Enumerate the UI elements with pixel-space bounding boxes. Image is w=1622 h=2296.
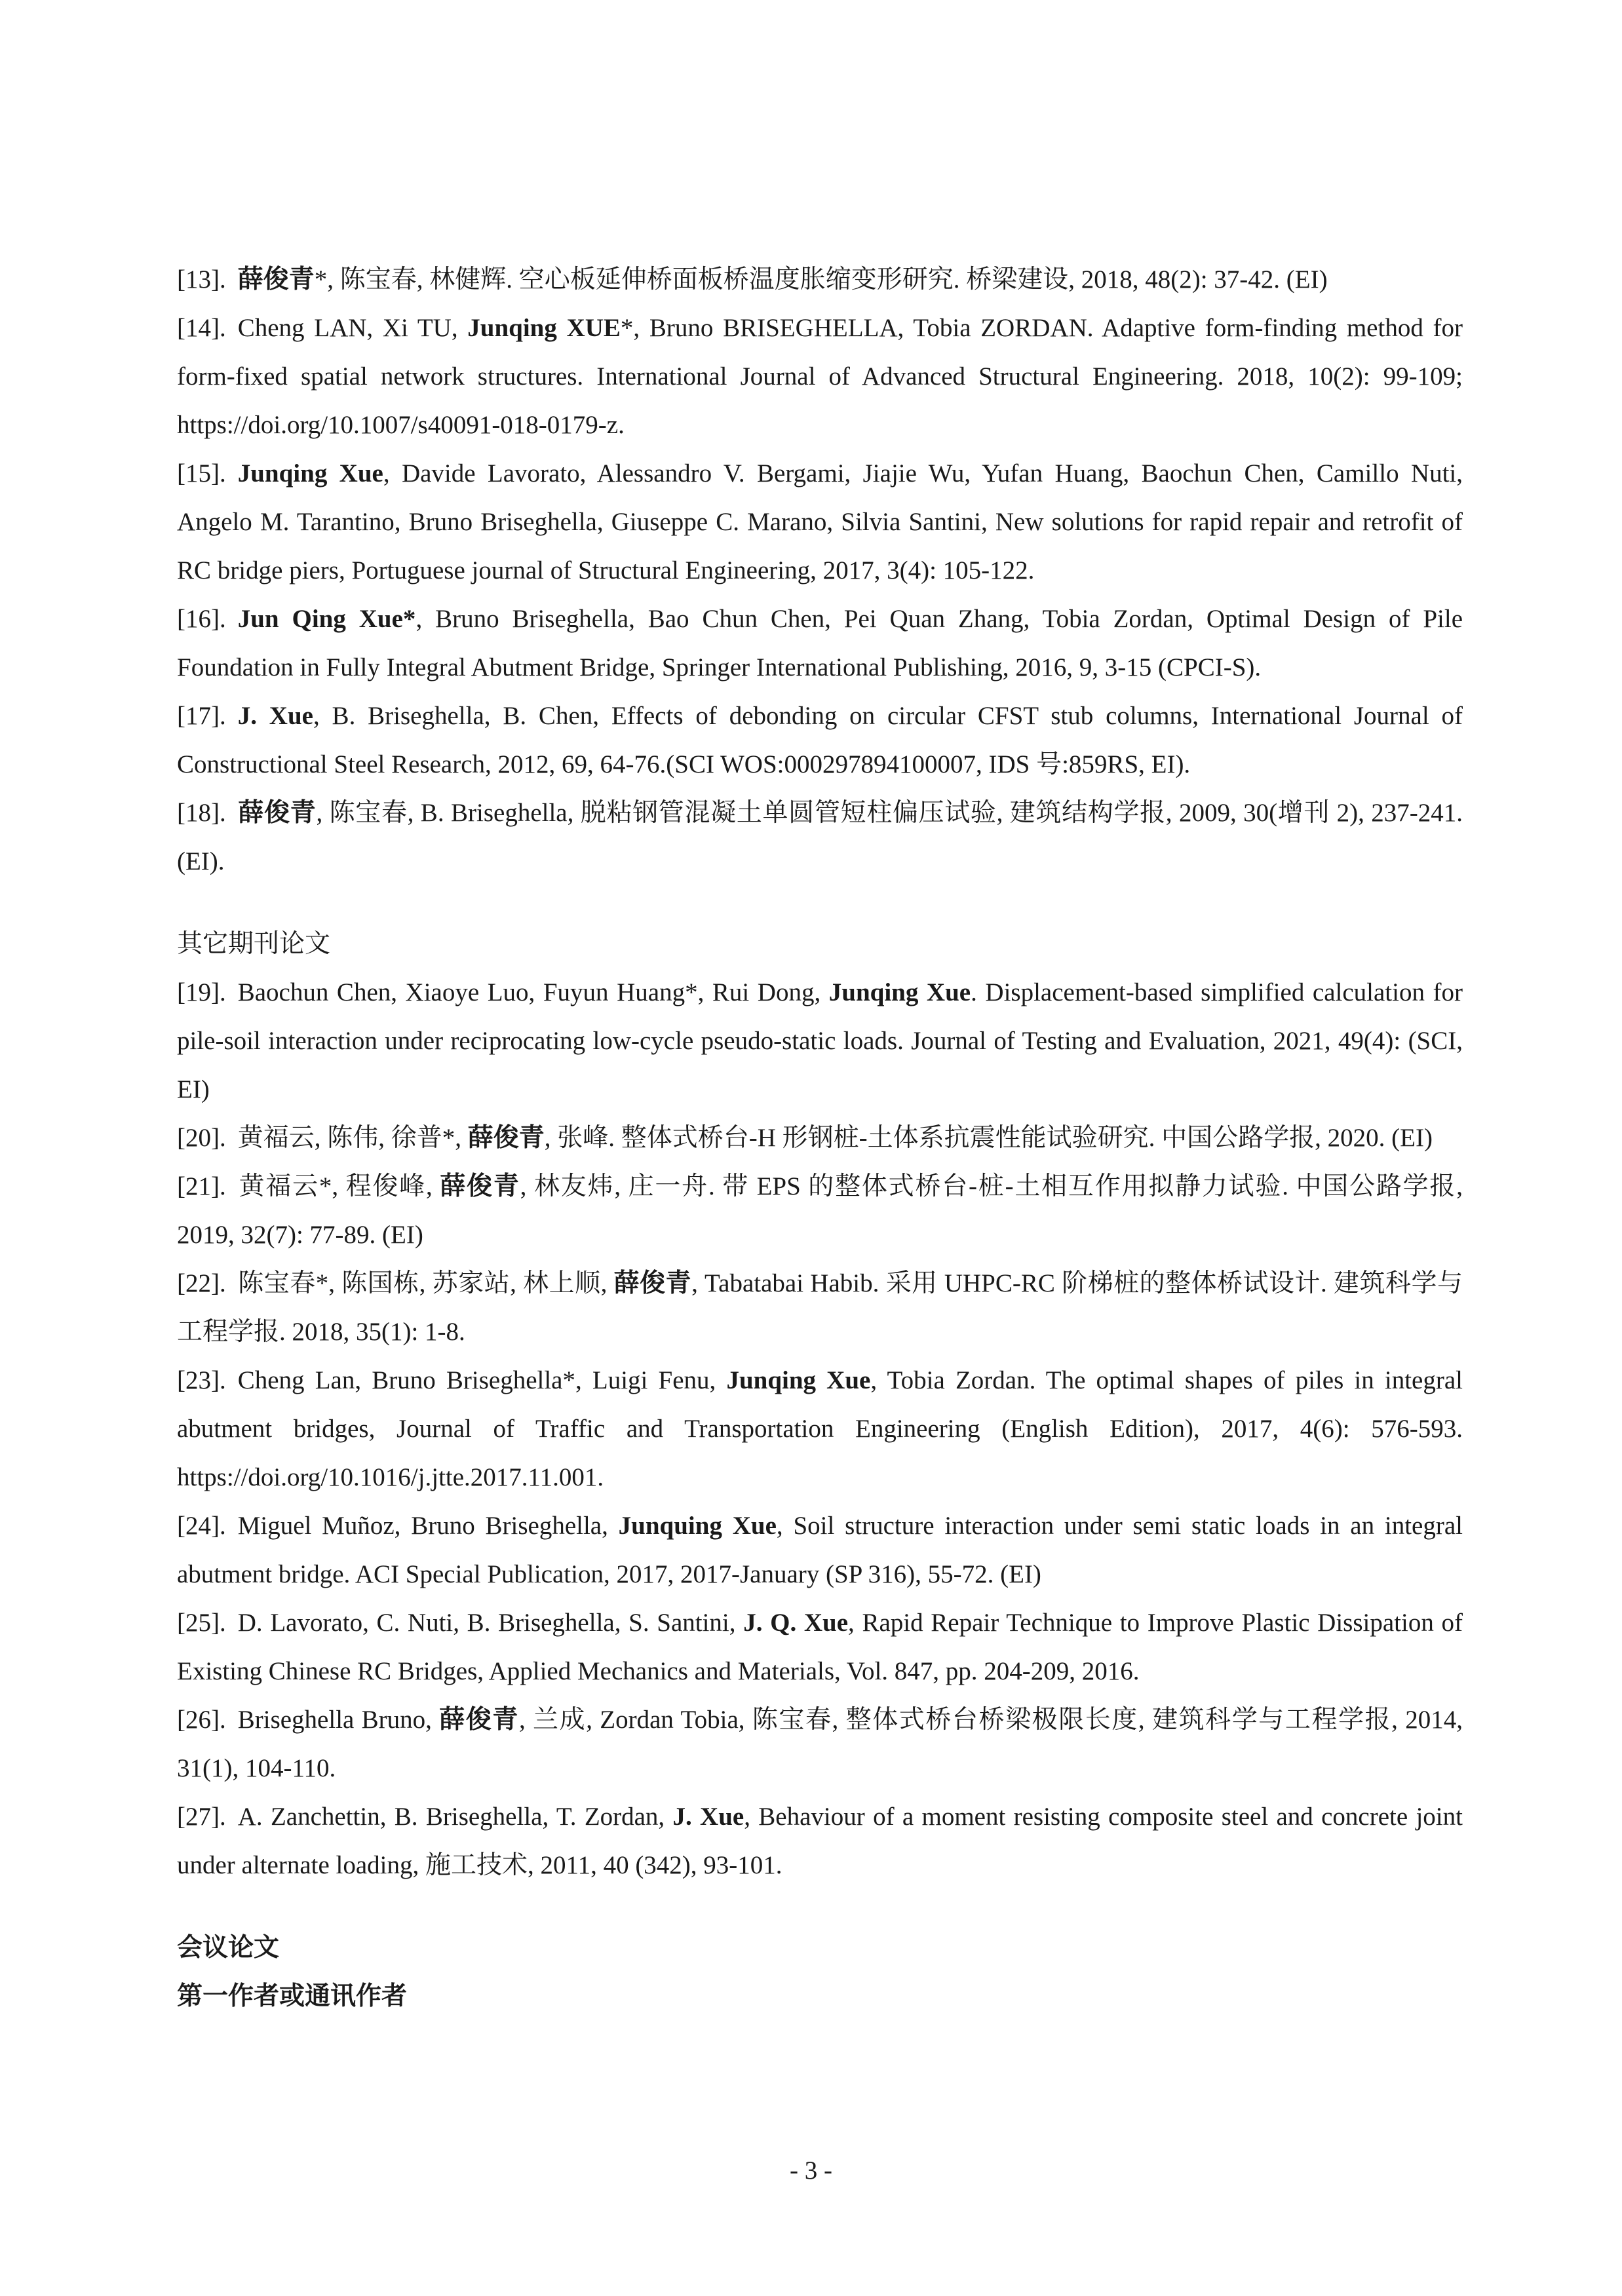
reference-text: , Tabatabai Habib. 采用 UHPC-RC 阶梯桩的整体桥试设计. 建筑科学与工程学报. 2018, 35(1): 1-8. [177, 1269, 1463, 1346]
reference-item [177, 1162, 1463, 1259]
reference-text: 黄福云*, 程俊峰, [237, 1172, 440, 1200]
author-highlight: 薛俊青 [613, 1269, 692, 1297]
reference-number: [19]. [177, 978, 226, 1006]
page-number: - 3 - [790, 2156, 832, 2185]
reference-item [177, 450, 1463, 595]
reference-text: , 陈宝春, B. Briseghella, 脱粘钢管混凝土单圆管短柱偏压试验, 建筑结构学报, 2009, 30(增刊 2), 237-241. (EI). [177, 799, 1463, 875]
author-highlight: 薛俊青 [439, 1706, 519, 1734]
author-highlight: 薛俊青 [440, 1172, 520, 1200]
author-highlight: Junquing Xue [618, 1512, 777, 1540]
reference-list-journal [177, 256, 1463, 886]
author-highlight: 薛俊青 [237, 799, 317, 827]
reference-text: D. Lavorato, C. Nuti, B. Briseghella, S. Santini, [237, 1609, 744, 1637]
reference-number: [14]. [177, 314, 226, 342]
reference-item [177, 1114, 1463, 1162]
reference-item [177, 1696, 1463, 1793]
author-highlight: Junqing Xue [237, 459, 383, 488]
author-highlight: 薛俊青 [467, 1124, 545, 1152]
reference-number: [21]. [177, 1172, 226, 1200]
reference-number: [13]. [177, 265, 226, 294]
reference-number: [20]. [177, 1124, 226, 1152]
section-heading-other-journal-papers: 其它期刊论文 [177, 930, 331, 958]
reference-text: Cheng Lan, Bruno Briseghella*, Luigi Fenu, [237, 1366, 727, 1394]
reference-number: [22]. [177, 1269, 226, 1297]
section-subheading-first-author: 第一作者或通讯作者 [177, 1982, 408, 2010]
reference-text: , Tobia Zordan. The optimal shapes of piles in integral abutment bridges, Journal of Traffic and Transportation Engineering (English Edition), 2017, 4(6): 576-593. https://doi.org/10.1016/j.jtte.2017.11.001. [177, 1366, 1463, 1491]
reference-item [177, 692, 1463, 789]
reference-text: Cheng LAN, Xi TU, [237, 314, 468, 342]
reference-text: , Rapid Repair Technique to Improve Plastic Dissipation of Existing Chinese RC Bridges, Applied Mechanics and Materials, Vol. 847, pp. 204-209, 2016. [177, 1609, 1463, 1685]
reference-item [177, 304, 1463, 450]
reference-number: [18]. [177, 799, 226, 827]
reference-item [177, 1599, 1463, 1696]
reference-number: [17]. [177, 702, 226, 730]
reference-text: *, 陈宝春, 林健辉. 空心板延伸桥面板桥温度胀缩变形研究. 桥梁建设, 2018, 48(2): 37-42. (EI) [314, 265, 1328, 294]
reference-item [177, 1259, 1463, 1356]
author-highlight: J. Xue [237, 702, 313, 730]
reference-text: Baochun Chen, Xiaoye Luo, Fuyun Huang*, Rui Dong, [237, 978, 829, 1006]
reference-item [177, 595, 1463, 692]
author-highlight: Junqing Xue [828, 978, 971, 1006]
reference-number: [25]. [177, 1609, 226, 1637]
reference-text: , Soil structure interaction under semi static loads in an integral abutment bridge. ACI Special Publication, 2017, 2017-January (SP 316), 55-72. (EI) [177, 1512, 1463, 1588]
reference-number: [15]. [177, 459, 226, 488]
author-highlight: 薛俊青 [237, 265, 315, 294]
reference-number: [23]. [177, 1366, 226, 1394]
reference-item [177, 1356, 1463, 1502]
reference-text: , 林友炜, 庄一舟. 带 EPS 的整体式桥台-桩-土相互作用拟静力试验. 中国公路学报, 2019, 32(7): 77-89. (EI) [177, 1172, 1463, 1249]
reference-item [177, 1793, 1463, 1890]
reference-text: Briseghella Bruno, [237, 1706, 440, 1734]
author-highlight: Junqing XUE [467, 314, 621, 342]
author-highlight: J. Xue [672, 1803, 744, 1831]
reference-item [177, 789, 1463, 886]
reference-item [177, 968, 1463, 1114]
author-highlight: Junqing Xue [726, 1366, 871, 1394]
document-page [177, 256, 1463, 2021]
reference-text: , 张峰. 整体式桥台-H 形钢桩-土体系抗震性能试验研究. 中国公路学报, 2020. (EI) [544, 1124, 1433, 1152]
reference-text: , B. Briseghella, B. Chen, Effects of debonding on circular CFST stub columns, International Journal of Constructional Steel Research, 2012, 69, 64-76.(SCI WOS:000297894100007, IDS 号:859RS, EI). [177, 702, 1463, 778]
reference-text: 黄福云, 陈伟, 徐普*, [237, 1124, 468, 1152]
reference-text: , Behaviour of a moment resisting composite steel and concrete joint under alternate loading, 施工技术, 2011, 40 (342), 93-101. [177, 1803, 1463, 1879]
reference-text: 陈宝春*, 陈国栋, 苏家站, 林上顺, [237, 1269, 614, 1297]
reference-text: *, Bruno BRISEGHELLA, Tobia ZORDAN. Adaptive form-finding method for form-fixed spatial network structures. International Journal of Advanced Structural Engineering. 2018, 10(2): 99-109; https://doi.org/10.1007/s40091-018-0179-z. [177, 314, 1463, 439]
reference-text: A. Zanchettin, B. Briseghella, T. Zordan, [237, 1803, 673, 1831]
reference-list-other-journal [177, 968, 1463, 1890]
author-highlight: J. Q. Xue [743, 1609, 849, 1637]
reference-text: . Displacement-based simplified calculation for pile-soil interaction under reciprocating low-cycle pseudo-static loads. Journal of Testing and Evaluation, 2021, 49(4): (SCI, EI) [177, 978, 1463, 1103]
reference-number: [24]. [177, 1512, 226, 1540]
reference-number: [27]. [177, 1803, 226, 1831]
section-heading-conference-papers: 会议论文 [177, 1934, 280, 1962]
reference-item [177, 256, 1463, 304]
reference-number: [16]. [177, 605, 226, 633]
reference-number: [26]. [177, 1706, 226, 1734]
reference-text: , Bruno Briseghella, Bao Chun Chen, Pei Quan Zhang, Tobia Zordan, Optimal Design of Pile Foundation in Fully Integral Abutment Bridge, Springer International Publishing, 2016, 9, 3-15 (CPCI-S). [177, 605, 1463, 681]
reference-item [177, 1502, 1463, 1599]
reference-text: Miguel Muñoz, Bruno Briseghella, [237, 1512, 619, 1540]
author-highlight: Jun Qing Xue* [237, 605, 416, 633]
reference-text: , 兰成, Zordan Tobia, 陈宝春, 整体式桥台桥梁极限长度, 建筑科学与工程学报, 2014, 31(1), 104-110. [177, 1706, 1463, 1782]
reference-text: , Davide Lavorato, Alessandro V. Bergami, Jiajie Wu, Yufan Huang, Baochun Chen, Camillo Nuti, Angelo M. Tarantino, Bruno Briseghella, Giuseppe C. Marano, Silvia Santini, New solutions for rapid repair and retrofit of RC bridge piers, Portuguese journal of Structural Engineering, 2017, 3(4): 105-122. [177, 459, 1463, 584]
